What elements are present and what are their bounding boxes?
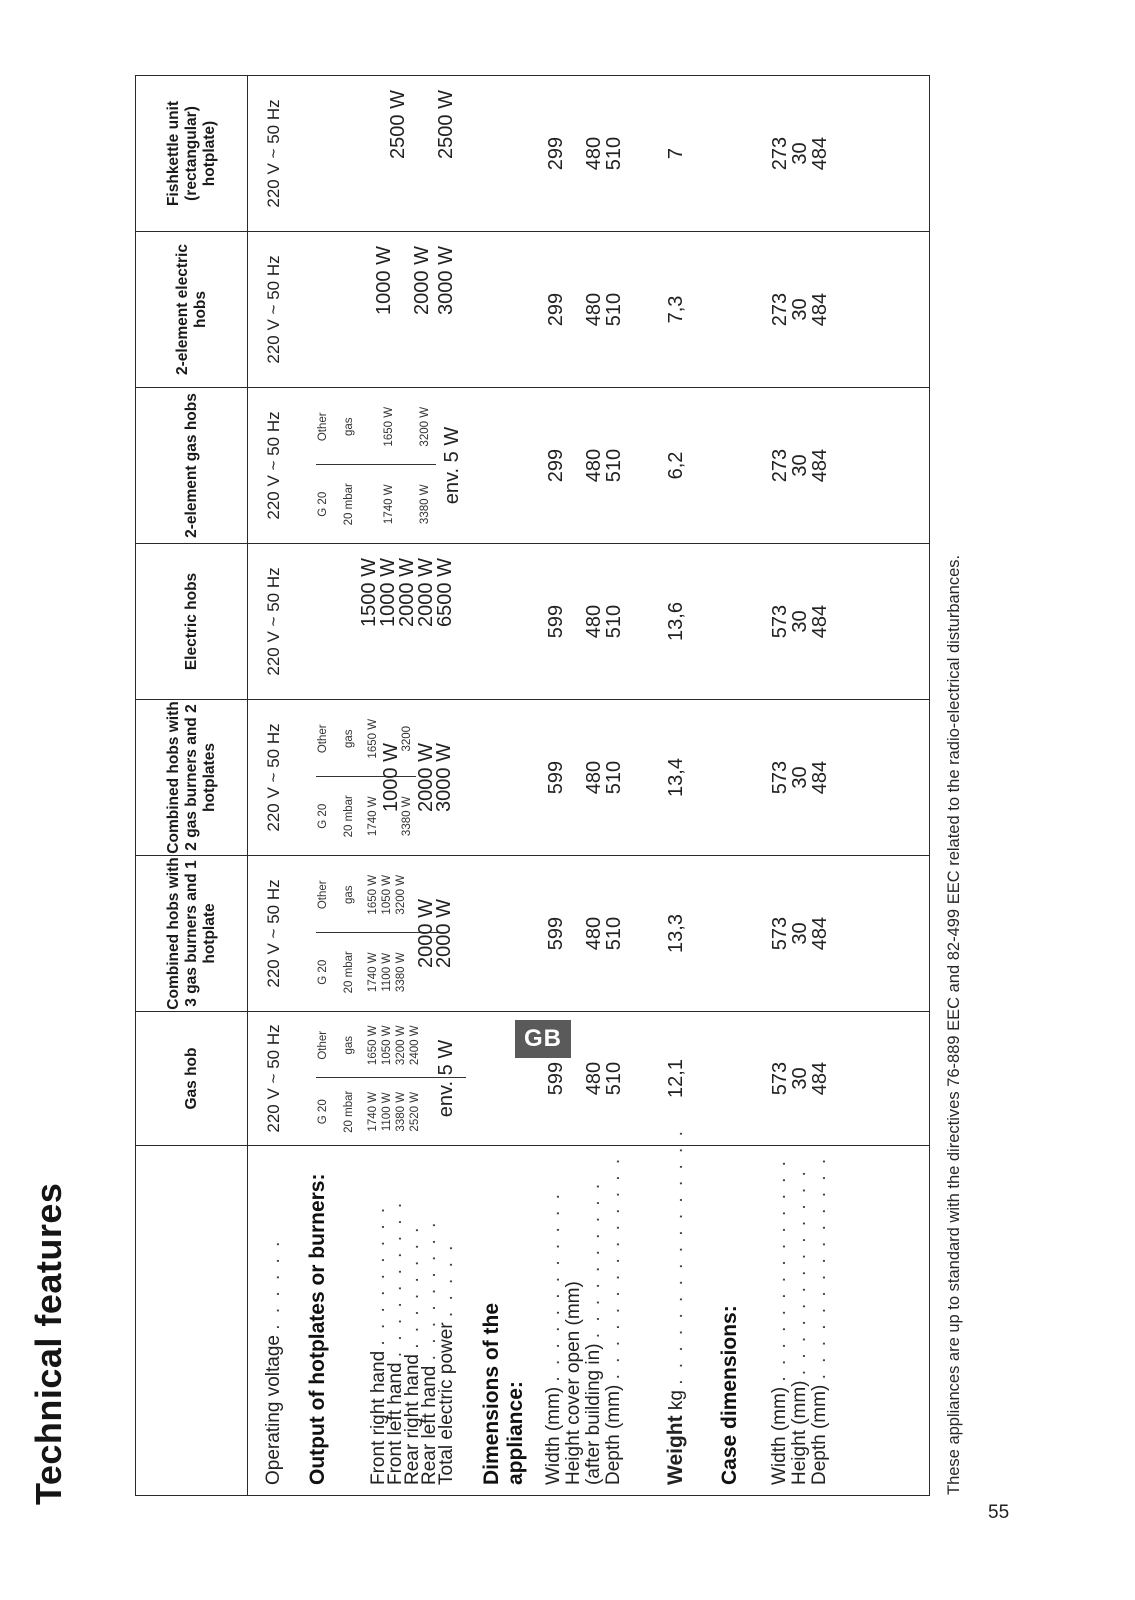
height-value: 480 [583, 916, 606, 951]
label-operating-voltage: Operating voltage . . . . . . [263, 1238, 285, 1485]
label-case-depth: Depth (mm) . . . . . . . . . . . . . . [809, 1155, 831, 1485]
gas-value: 1050 W [381, 874, 394, 915]
case-width-value: 573 [769, 604, 792, 639]
mbar-label: 20 mbar [343, 795, 356, 838]
gas-value: 1650 W [383, 406, 396, 447]
output-value: 2500 W [387, 90, 410, 159]
rear-left-value: 2000 W [411, 246, 434, 315]
gas-value: 2400 W [409, 1025, 422, 1066]
label-output-section: Output of hotplates or burners: [306, 1173, 330, 1485]
label-column [248, 1128, 930, 1496]
total-power: 2000 W [433, 899, 456, 968]
gas-grid-rear [400, 700, 416, 855]
case-depth-value: 484 [809, 1061, 832, 1096]
other-label: Other [317, 724, 330, 754]
weight-value: 13,4 [665, 758, 688, 797]
depth-value: 510 [603, 292, 626, 327]
gas-value: 1100 W [381, 952, 394, 992]
label-total-power: Total electric power . . . . . [436, 1242, 458, 1485]
depth-value: 510 [603, 448, 626, 483]
gas-value: 3380 W [419, 484, 432, 525]
directives-footnote: These appliances are up to standard with the directives 76-889 EEC and 82-499 EEC related to the radio-electrical disturbances. [945, 554, 963, 1495]
depth-value: 510 [603, 760, 626, 795]
weight-value: 13,3 [665, 914, 688, 953]
case-depth-value: 484 [809, 604, 832, 639]
g20-label: G 20 [317, 803, 330, 829]
label-depth: Depth (mm) . . . . . . . . . . . . . . [603, 1155, 625, 1485]
width-value: 599 [545, 1061, 568, 1096]
voltage: 220 V ~ 50 Hz [264, 411, 284, 520]
gas-label: gas [343, 1035, 356, 1055]
gas-value: 1740 W [367, 1091, 380, 1132]
voltage: 220 V ~ 50 Hz [264, 567, 284, 676]
gas-value: 1740 W [367, 796, 380, 837]
total-power: 3000 W [433, 743, 456, 812]
case-height-value: 30 [789, 766, 812, 789]
rear-left-value: 2000 W [415, 899, 438, 968]
label-width: Width (mm) . . . . . . . . . . . . [543, 1191, 565, 1485]
voltage: 220 V ~ 50 Hz [264, 255, 284, 364]
case-depth-value: 484 [809, 916, 832, 951]
gas-value: 1650 W [367, 718, 380, 759]
height-value: 480 [583, 604, 606, 639]
rear-left-value: 2000 W [415, 558, 438, 627]
total-power: env. 5 W [441, 426, 464, 505]
voltage: 220 V ~ 50 Hz [264, 1024, 284, 1133]
label-after-building: (after building in) . . . . . . . . . . [583, 1180, 605, 1485]
label-rear-right: Rear right hand . . . . . . . . [402, 1224, 424, 1485]
case-height-value: 30 [789, 298, 812, 321]
total-power: env. 5 W [435, 1039, 458, 1118]
label-weight: Weight kg . . . . . . . . . . . . . . . . [664, 1128, 688, 1485]
language-badge: GB [515, 1020, 571, 1058]
depth-value: 510 [603, 136, 626, 171]
technical-features-table [135, 75, 930, 1496]
width-value: 599 [545, 916, 568, 951]
case-depth-value: 484 [809, 136, 832, 171]
width-value: 599 [545, 604, 568, 639]
gas-value: 1050 W [381, 1025, 394, 1066]
header-blank [136, 1146, 248, 1496]
rear-left-value: 2000 W [415, 743, 438, 812]
voltage: 220 V ~ 50 Hz [264, 99, 284, 208]
total-power: 6500 W [434, 558, 457, 627]
gas-value: 3380 W [401, 796, 414, 837]
front-right-value: 1500 W [358, 558, 381, 627]
gas-value: 3200 W [419, 406, 432, 447]
front-left-value: 1000 W [377, 558, 400, 627]
page-title: Technical features [28, 1182, 69, 1505]
width-value: 299 [545, 448, 568, 483]
header-2el-electric: 2-element electric hobs [136, 232, 248, 388]
case-width-value: 273 [769, 448, 792, 483]
width-value: 299 [545, 292, 568, 327]
weight-value: 6,2 [665, 451, 688, 480]
weight-value: 7,3 [665, 295, 688, 324]
header-row [136, 76, 248, 1496]
gas-value: 3380 W [395, 1091, 408, 1132]
case-width-value: 273 [769, 136, 792, 171]
case-depth-value: 484 [809, 448, 832, 483]
total-power: 3000 W [435, 246, 458, 315]
column-gas-hob [248, 1012, 930, 1146]
width-value: 299 [545, 136, 568, 171]
header-electric-hobs: Electric hobs [136, 544, 248, 700]
page-number: 55 [988, 1502, 1010, 1523]
rear-right-value: 2000 W [396, 558, 419, 627]
gas-value: 3380 W [395, 952, 408, 993]
label-case-section: Case dimensions: [718, 1305, 742, 1485]
mbar-label: 20 mbar [343, 1090, 356, 1133]
gas-label: gas [343, 885, 356, 905]
height-value: 480 [583, 136, 606, 171]
depth-value: 510 [603, 1061, 626, 1096]
label-case-width: Width (mm) . . . . . . . . . . . . . . [769, 1158, 791, 1485]
height-value: 480 [583, 448, 606, 483]
gas-value: 1100 W [381, 1092, 394, 1132]
mbar-label: 20 mbar [343, 483, 356, 526]
label-front-left: Front left hand . . . . . . . . . . [385, 1199, 407, 1485]
gas-label: gas [343, 417, 356, 437]
case-width-value: 573 [769, 916, 792, 951]
front-left-value: 1000 W [373, 246, 396, 315]
label-rear-left: Rear left hand . . . . . . . . . [419, 1219, 441, 1485]
case-height-value: 30 [789, 1067, 812, 1090]
gas-value: 3200 W [395, 874, 408, 915]
voltage: 220 V ~ 50 Hz [264, 879, 284, 988]
column-2el-gas [248, 388, 930, 544]
header-2el-gas: 2-element gas hobs [136, 388, 248, 544]
total-power: 2500 W [435, 90, 458, 159]
case-height-value: 30 [789, 454, 812, 477]
gas-grid [316, 388, 436, 543]
weight-value: 12,1 [665, 1059, 688, 1098]
gas-value: 1740 W [383, 484, 396, 525]
case-width-value: 573 [769, 1061, 792, 1096]
case-width-value: 273 [769, 292, 792, 327]
header-fishkettle: Fishkettle unit (rectangular) hotplate) [136, 76, 248, 232]
other-label: Other [317, 880, 330, 910]
weight-value: 13,6 [665, 602, 688, 641]
label-height-cover: Height cover open (mm) [563, 1281, 585, 1485]
case-depth-value: 484 [809, 760, 832, 795]
column-combined-2gas [248, 700, 930, 856]
column-2el-electric [248, 232, 930, 388]
height-value: 480 [583, 1061, 606, 1096]
depth-value: 510 [603, 916, 626, 951]
column-electric-hobs [248, 544, 930, 700]
height-value: 480 [583, 292, 606, 327]
column-combined-3gas [248, 856, 930, 1012]
label-dimensions-section: Dimensions of the appliance: [480, 1302, 528, 1485]
header-combined-2gas: Combined hobs with 2 gas burners and 2 hotplates [136, 700, 248, 856]
gas-value: 1650 W [367, 874, 380, 915]
gas-value: 3200 W [395, 1025, 408, 1066]
header-gas-hob: Gas hob [136, 1012, 248, 1146]
depth-value: 510 [603, 604, 626, 639]
mbar-label: 20 mbar [343, 951, 356, 994]
front-left-value: 1000 W [380, 743, 403, 812]
case-width-value: 573 [769, 760, 792, 795]
g20-label: G 20 [317, 1099, 330, 1125]
column-fishkettle [248, 76, 930, 232]
other-label: Other [317, 1030, 330, 1060]
gas-value: 1740 W [367, 952, 380, 993]
gas-value: 2520 W [409, 1091, 422, 1132]
case-depth-value: 484 [809, 292, 832, 327]
other-label: Other [317, 412, 330, 442]
width-value: 599 [545, 760, 568, 795]
g20-label: G 20 [317, 959, 330, 985]
gas-value: 3200 [401, 725, 414, 752]
g20-label: G 20 [317, 491, 330, 517]
header-combined-3gas: Combined hobs with 3 gas burners and 1 hotplate [136, 856, 248, 1012]
gas-label: gas [343, 729, 356, 749]
weight-value: 7 [665, 147, 688, 160]
case-height-value: 30 [789, 922, 812, 945]
case-height-value: 30 [789, 610, 812, 633]
voltage: 220 V ~ 50 Hz [264, 723, 284, 832]
label-front-right: Front right hand . . . . . . . . . [368, 1204, 390, 1485]
label-case-height: Height (mm) . . . . . . . . . . . . . [789, 1168, 811, 1485]
case-height-value: 30 [789, 142, 812, 165]
height-value: 480 [583, 760, 606, 795]
gas-value: 1650 W [367, 1025, 380, 1066]
